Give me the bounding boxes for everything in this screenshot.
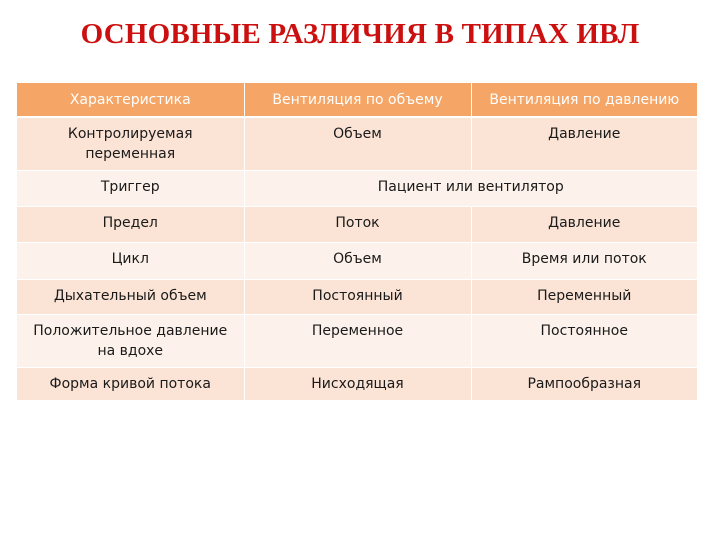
cell-characteristic: Дыхательный объем — [17, 280, 244, 315]
table-header-row — [17, 83, 697, 117]
cell-volume: Постоянный — [244, 280, 471, 315]
cell-pressure: Переменный — [471, 280, 697, 315]
cell-pressure: Давление — [471, 207, 697, 243]
table-row — [17, 315, 697, 368]
table-row — [17, 243, 697, 280]
cell-volume: Нисходящая — [244, 368, 471, 401]
cell-volume: Поток — [244, 207, 471, 243]
cell-pressure: Рампообразная — [471, 368, 697, 401]
header-pressure-ventilation: Вентиляция по давлению — [471, 83, 697, 117]
cell-characteristic: Контролируемая переменная — [17, 117, 244, 171]
cell-merged-trigger: Пациент или вентилятор — [244, 171, 697, 207]
table-row — [17, 207, 697, 243]
slide-title: ОСНОВНЫЕ РАЗЛИЧИЯ В ТИПАХ ИВЛ — [80, 18, 640, 50]
table-row — [17, 117, 697, 171]
cell-pressure: Постоянное — [471, 315, 697, 368]
header-characteristic: Характеристика — [17, 83, 244, 117]
cell-characteristic: Форма кривой потока — [17, 368, 244, 401]
header-volume-ventilation: Вентиляция по объему — [244, 83, 471, 117]
cell-pressure: Время или поток — [471, 243, 697, 280]
cell-characteristic: Триггер — [17, 171, 244, 207]
cell-characteristic: Положительное давление на вдохе — [17, 315, 244, 368]
table-row — [17, 280, 697, 315]
table-row — [17, 171, 697, 207]
cell-volume: Объем — [244, 243, 471, 280]
cell-pressure: Давление — [471, 117, 697, 171]
cell-volume: Переменное — [244, 315, 471, 368]
cell-characteristic: Предел — [17, 207, 244, 243]
cell-characteristic: Цикл — [17, 243, 244, 280]
cell-volume: Объем — [244, 117, 471, 171]
table-row — [17, 368, 697, 401]
ventilation-comparison-table — [17, 83, 697, 401]
